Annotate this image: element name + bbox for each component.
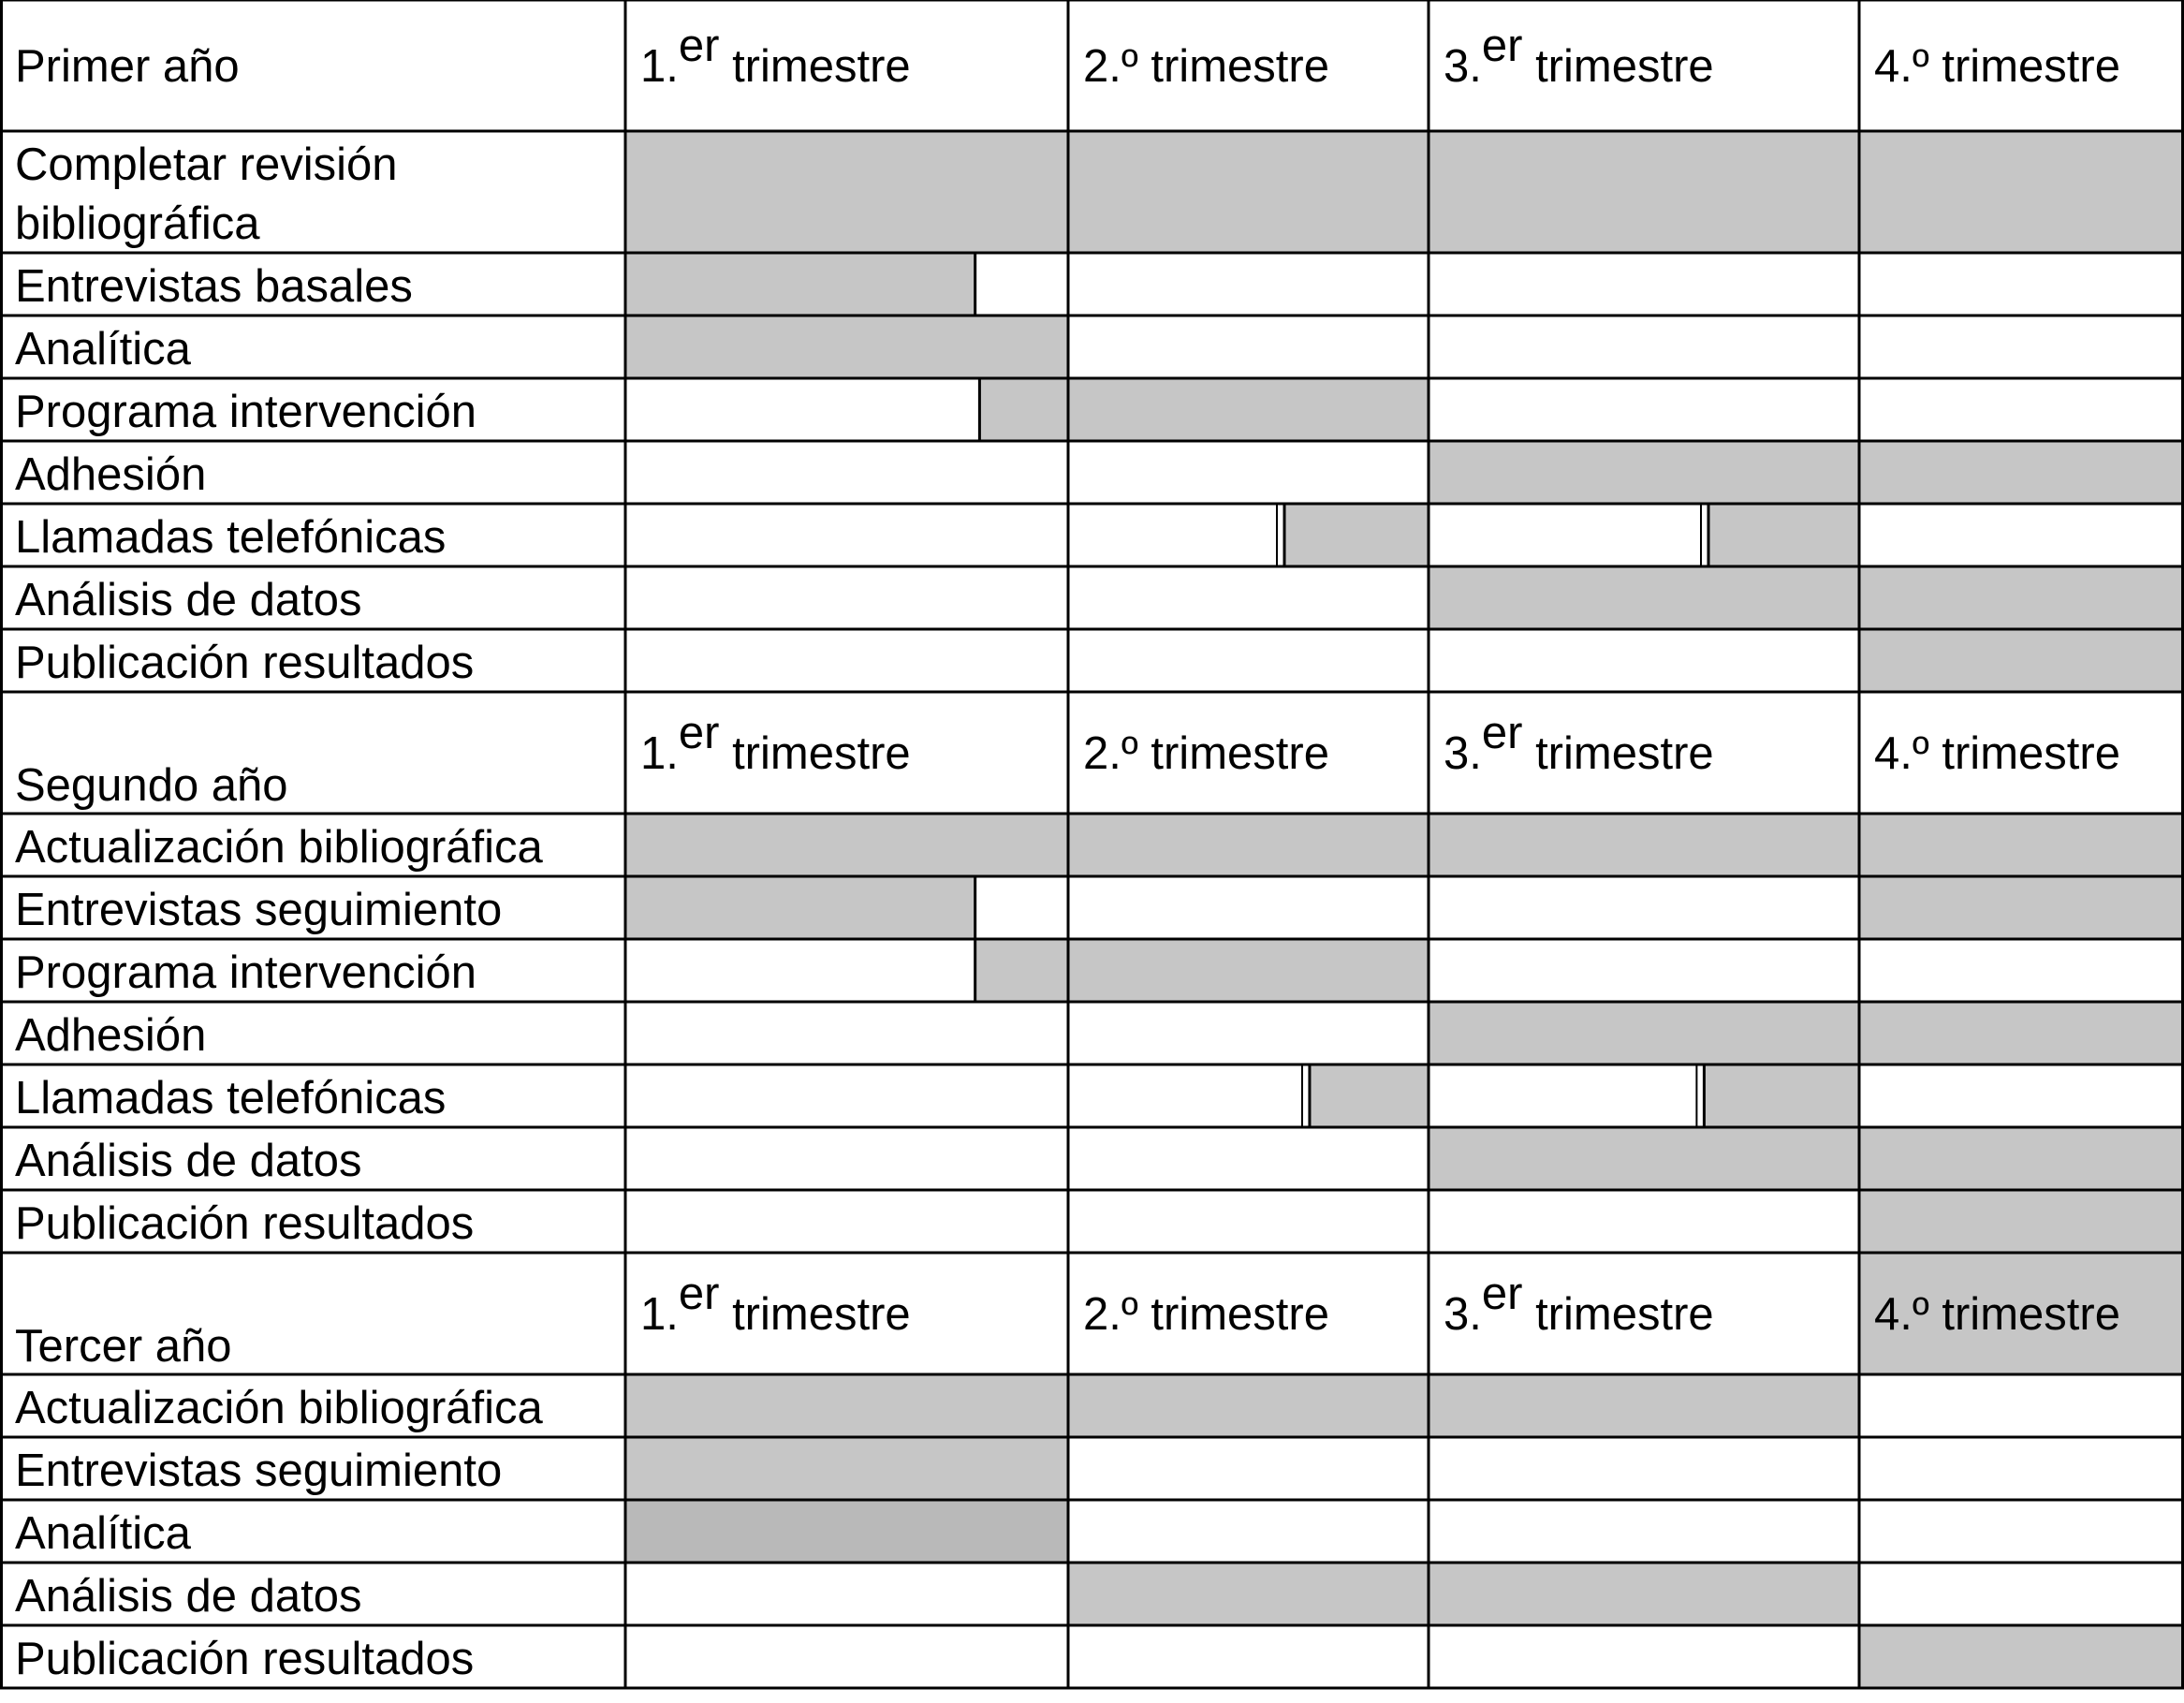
- task-bar: [1429, 1127, 2184, 1190]
- quarter-header: 1.er trimestre: [640, 1269, 911, 1340]
- task-bar: [625, 253, 975, 316]
- task-label: Entrevistas seguimiento: [15, 1446, 503, 1496]
- task-label: Programa intervención: [15, 947, 476, 998]
- task-bar: [1859, 1625, 2184, 1688]
- task-bar: [625, 1374, 1859, 1437]
- task-label: Analítica: [15, 1508, 191, 1559]
- task-label: Análisis de datos: [15, 1136, 362, 1186]
- task-bar: [1429, 566, 2184, 629]
- task-bar: [1859, 1190, 2184, 1253]
- year-label: Tercer año: [15, 1321, 232, 1372]
- task-bar: [625, 1437, 1068, 1500]
- task-label: Adhesión: [15, 1010, 207, 1061]
- quarter-header: 2.º trimestre: [1083, 728, 1329, 779]
- task-bar: [1859, 876, 2184, 939]
- task-label: bibliográfica: [15, 198, 260, 249]
- task-bar: [1704, 1064, 1859, 1127]
- task-bar: [1068, 1563, 1859, 1625]
- quarter-header: 3.er trimestre: [1444, 21, 1714, 92]
- task-bar: [975, 939, 1429, 1002]
- task-label: Análisis de datos: [15, 1571, 362, 1622]
- task-label: Programa intervención: [15, 387, 476, 437]
- task-label: Actualización bibliográfica: [15, 822, 543, 873]
- quarter-header: 4.º trimestre: [1874, 1289, 2120, 1340]
- quarter-header: 2.º trimestre: [1083, 41, 1329, 92]
- task-bar: [1708, 504, 1859, 566]
- task-bar: [625, 876, 975, 939]
- task-bar: [1859, 629, 2184, 692]
- task-label: Analítica: [15, 324, 191, 374]
- task-label: Completar revisión: [15, 139, 398, 190]
- year-label: Primer año: [15, 41, 240, 92]
- quarter-header: 3.er trimestre: [1444, 708, 1714, 779]
- task-bar: [625, 1500, 1068, 1563]
- task-label: Adhesión: [15, 449, 207, 500]
- task-bar: [625, 316, 1068, 378]
- task-bar: [979, 378, 1429, 441]
- task-bar: [625, 131, 2184, 253]
- task-label: Llamadas telefónicas: [15, 1073, 447, 1123]
- quarter-header: 1.er trimestre: [640, 21, 911, 92]
- task-label: Publicación resultados: [15, 1198, 475, 1249]
- task-label: Entrevistas seguimiento: [15, 885, 503, 935]
- task-label: Llamadas telefónicas: [15, 512, 447, 563]
- task-label: Entrevistas basales: [15, 261, 413, 312]
- task-label: Publicación resultados: [15, 638, 475, 688]
- task-bar: [625, 814, 2184, 876]
- quarter-header: 4.º trimestre: [1874, 41, 2120, 92]
- quarter-header: 1.er trimestre: [640, 708, 911, 779]
- task-bar: [1429, 441, 2184, 504]
- task-label: Actualización bibliográfica: [15, 1383, 543, 1433]
- task-label: Análisis de datos: [15, 575, 362, 625]
- task-bar: [1429, 1002, 2184, 1064]
- task-bar: [1310, 1064, 1429, 1127]
- quarter-header: 4.º trimestre: [1874, 728, 2120, 779]
- task-label: Publicación resultados: [15, 1634, 475, 1684]
- task-bar: [1284, 504, 1429, 566]
- year-label: Segundo año: [15, 760, 288, 811]
- quarter-header: 3.er trimestre: [1444, 1269, 1714, 1340]
- quarter-header: 2.º trimestre: [1083, 1289, 1329, 1340]
